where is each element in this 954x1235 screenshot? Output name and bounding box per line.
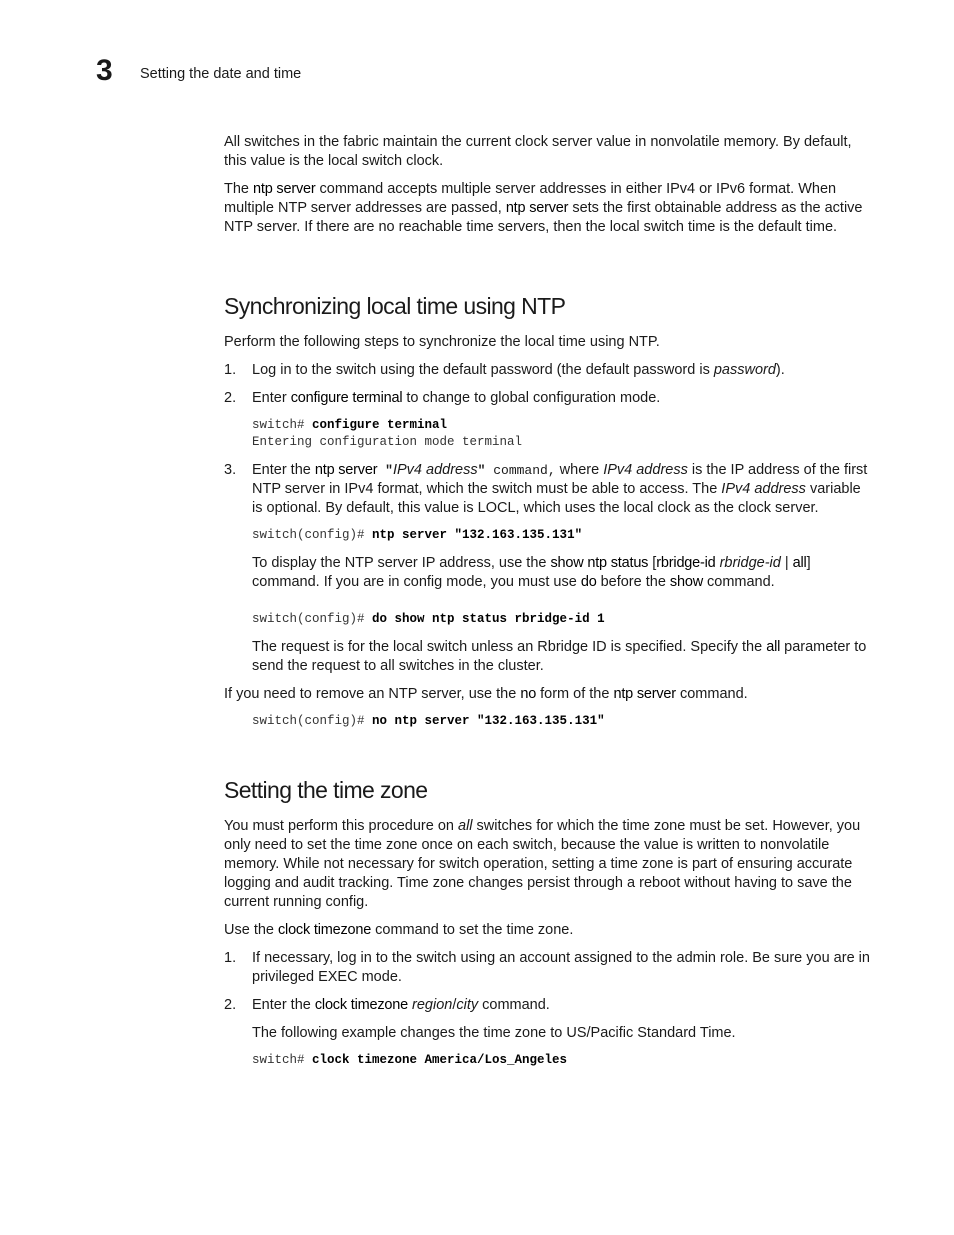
section-heading-sync: Synchronizing local time using NTP	[224, 293, 566, 319]
command-keyword: ntp server	[314, 462, 378, 478]
timezone-use: Use the clock timezone command to set the time zone.	[224, 922, 574, 938]
tz-step-2: 2. Enter the clock timezone region/city command.	[224, 997, 550, 1013]
step-number: 2.	[224, 390, 237, 406]
code-block: switch(config)# ntp server "132.163.135.131"	[252, 528, 583, 542]
timezone-example-note: The following example changes the time zone to US/Pacific Standard Time.	[252, 1025, 736, 1041]
page-content	[224, 133, 870, 1079]
step-number: 2.	[224, 997, 237, 1013]
code-block: switch# configure terminal Entering configuration mode terminal	[252, 418, 523, 449]
command-keyword: ntp server	[253, 181, 316, 197]
request-note: The request is for the local switch unless an Rbridge ID is specified. Specify the all parameter to send the request to all switches in the cluster.	[252, 639, 867, 674]
step-number: 3.	[224, 462, 237, 478]
command-keyword: ntp server	[505, 200, 569, 216]
code-block: switch# clock timezone America/Los_Angeles	[252, 1053, 568, 1067]
tz-step-1: 1. If necessary, log in to the switch using an account assigned to the admin role. Be sure you are in privileged EXEC mode.	[224, 950, 870, 985]
code-block: switch(config)# do show ntp status rbridge-id 1	[252, 612, 605, 626]
intro-paragraph-1: All switches in the fabric maintain the current clock server value in nonvolatile memory. By default, this value is the local switch clock.	[224, 134, 852, 169]
step-3: 3. Enter the ntp server "IPv4 address" command, where IPv4 address is the IP address of the first NTP server in IPv4 format, which the switch must be able to access. The IPv4 address variable is optional. By default, this value is LOCL, which uses the local clock as the clock server.	[224, 462, 868, 516]
step-number: 1.	[224, 950, 237, 966]
step-number: 1.	[224, 362, 237, 378]
chapter-number: 3	[96, 54, 113, 87]
timezone-intro: You must perform this procedure on all switches for which the time zone must be set. However, you only need to set the time zone once on each switch, because the value is written to nonvolatile memory. While not necessary for switch operation, setting a time zone is part of ensuring accurate logging and audit tracking. Time zone changes persist through a reboot without having to save the current running config.	[224, 818, 861, 910]
step-2: 2. Enter configure terminal to change to global configuration mode.	[224, 390, 661, 406]
intro-paragraph-2: The ntp server command accepts multiple server addresses in either IPv4 or IPv6 format. When multiple NTP server addresses are passed, ntp server sets the first obtainable address as the active NTP server. If there are no reachable time servers, then the local switch time is the default time.	[224, 181, 863, 235]
step-1: 1. Log in to the switch using the default password (the default password is password).	[224, 362, 785, 378]
running-title: Setting the date and time	[140, 66, 302, 82]
command-keyword: configure terminal	[290, 390, 403, 406]
section-heading-timezone: Setting the time zone	[224, 777, 428, 803]
remove-note: If you need to remove an NTP server, use the no form of the ntp server command.	[224, 686, 748, 702]
code-block: switch(config)# no ntp server "132.163.135.131"	[252, 714, 605, 728]
display-note: To display the NTP server IP address, use the show ntp status [rbridge-id rbridge-id | all] command. If you are in config mode, you must use do before the show command.	[252, 555, 811, 590]
sync-lead: Perform the following steps to synchronize the local time using NTP.	[224, 334, 660, 350]
